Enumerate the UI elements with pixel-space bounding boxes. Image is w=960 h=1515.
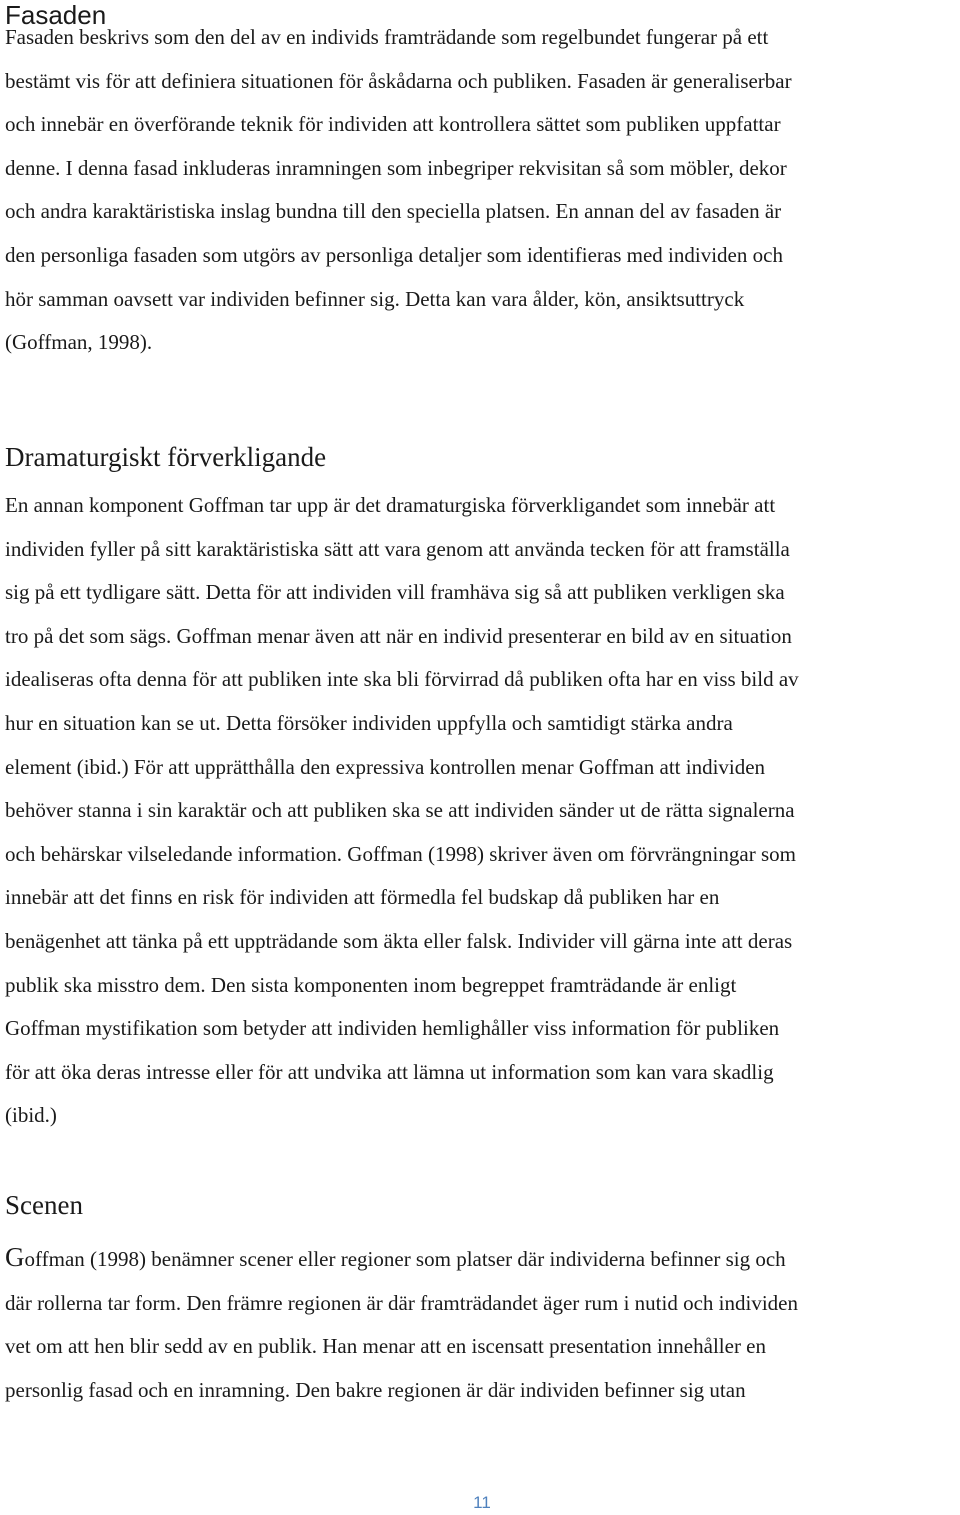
text-line: denne. I denna fasad inkluderas inramningen som inbegriper rekvisitan så som möbler, dekor — [5, 155, 787, 180]
text-line: och innebär en överförande teknik för individen att kontrollera sättet som publiken uppfattar — [5, 112, 781, 137]
text-line: (Goffman, 1998). — [5, 330, 153, 355]
paragraph-fasaden — [5, 16, 792, 365]
page-number: 11 — [473, 1493, 491, 1512]
text-line: individen fyller på sitt karaktäristiska sätt att vara genom att använda tecken för att framställa — [5, 536, 790, 561]
text-line: sig på ett tydligare sätt. Detta för att individen vill framhäva sig så att publiken verkligen ska — [5, 580, 785, 605]
text-line: och andra karaktäristiska inslag bundna till den speciella platsen. En annan del av fasaden är — [5, 199, 782, 224]
text-line: innebär att det finns en risk för individen att förmedla fel budskap då publiken har en — [5, 885, 720, 910]
text-line: personlig fasad och en inramning. Den bakre regionen är där individen befinner sig utan — [5, 1377, 746, 1402]
text-line: hör samman oavsett var individen befinner sig. Detta kan vara ålder, kön, ansiktsuttryck — [5, 286, 745, 311]
text-line: publik ska misstro dem. Den sista komponenten inom begreppet framträdande är enligt — [5, 972, 737, 997]
text-line: och behärskar vilseledande information. Goffman (1998) skriver även om förvrängningar som — [5, 841, 796, 866]
first-line-text: offman (1998) benämner scener eller regioner som platser där individerna befinner sig och — [24, 1247, 786, 1271]
section-heading-dramaturgiskt: Dramaturgiskt förverkligande — [5, 442, 327, 472]
text-line: idealiseras ofta denna för att publiken inte ska bli förvirrad då publiken ofta har en viss bild av — [5, 667, 799, 692]
text-line: för att öka deras intresse eller för att undvika att lämna ut information som kan vara skadlig — [5, 1059, 774, 1084]
text-line — [5, 1236, 798, 1282]
text-line: bestämt vis för att definiera situationen för åskådarna och publiken. Fasaden är generaliserbar — [5, 68, 792, 93]
text-line: vet om att hen blir sedd av en publik. Han menar att en iscensatt presentation innehåller en — [5, 1334, 767, 1359]
first-letter: G — [5, 1242, 25, 1272]
paragraph-dramaturgiskt — [5, 484, 799, 1138]
paragraph-scenen — [5, 1236, 798, 1412]
text-line: där rollerna tar form. Den främre regionen är där framträdandet äger rum i nutid och individen — [5, 1290, 798, 1315]
text-line: Goffman mystifikation som betyder att individen hemlighåller viss information för publiken — [5, 1016, 780, 1041]
text-line: En annan komponent Goffman tar upp är det dramaturgiska förverkligandet som innebär att — [5, 493, 776, 517]
text-line: benägenhet att tänka på ett uppträdande som äkta eller falsk. Individer vill gärna inte att deras — [5, 928, 793, 953]
text-line: den personliga fasaden som utgörs av personliga detaljer som identifieras med individen och — [5, 242, 783, 267]
section-heading-fasaden: Fasaden — [5, 0, 107, 30]
section-heading-scenen: Scenen — [5, 1190, 83, 1220]
text-line: Fasaden beskrivs som den del av en individs framträdande som regelbundet fungerar på ett — [5, 25, 769, 49]
text-line: tro på det som sägs. Goffman menar även att när en individ presenterar en bild av en situation — [5, 623, 792, 648]
text-line: element (ibid.) För att upprätthålla den expressiva kontrollen menar Goffman att individen — [5, 754, 766, 779]
text-line: hur en situation kan se ut. Detta försöker individen uppfylla och samtidigt stärka andra — [5, 710, 733, 735]
text-line: behöver stanna i sin karaktär och att publiken ska se att individen sänder ut de rätta signalerna — [5, 798, 795, 823]
text-line: (ibid.) — [5, 1103, 57, 1128]
